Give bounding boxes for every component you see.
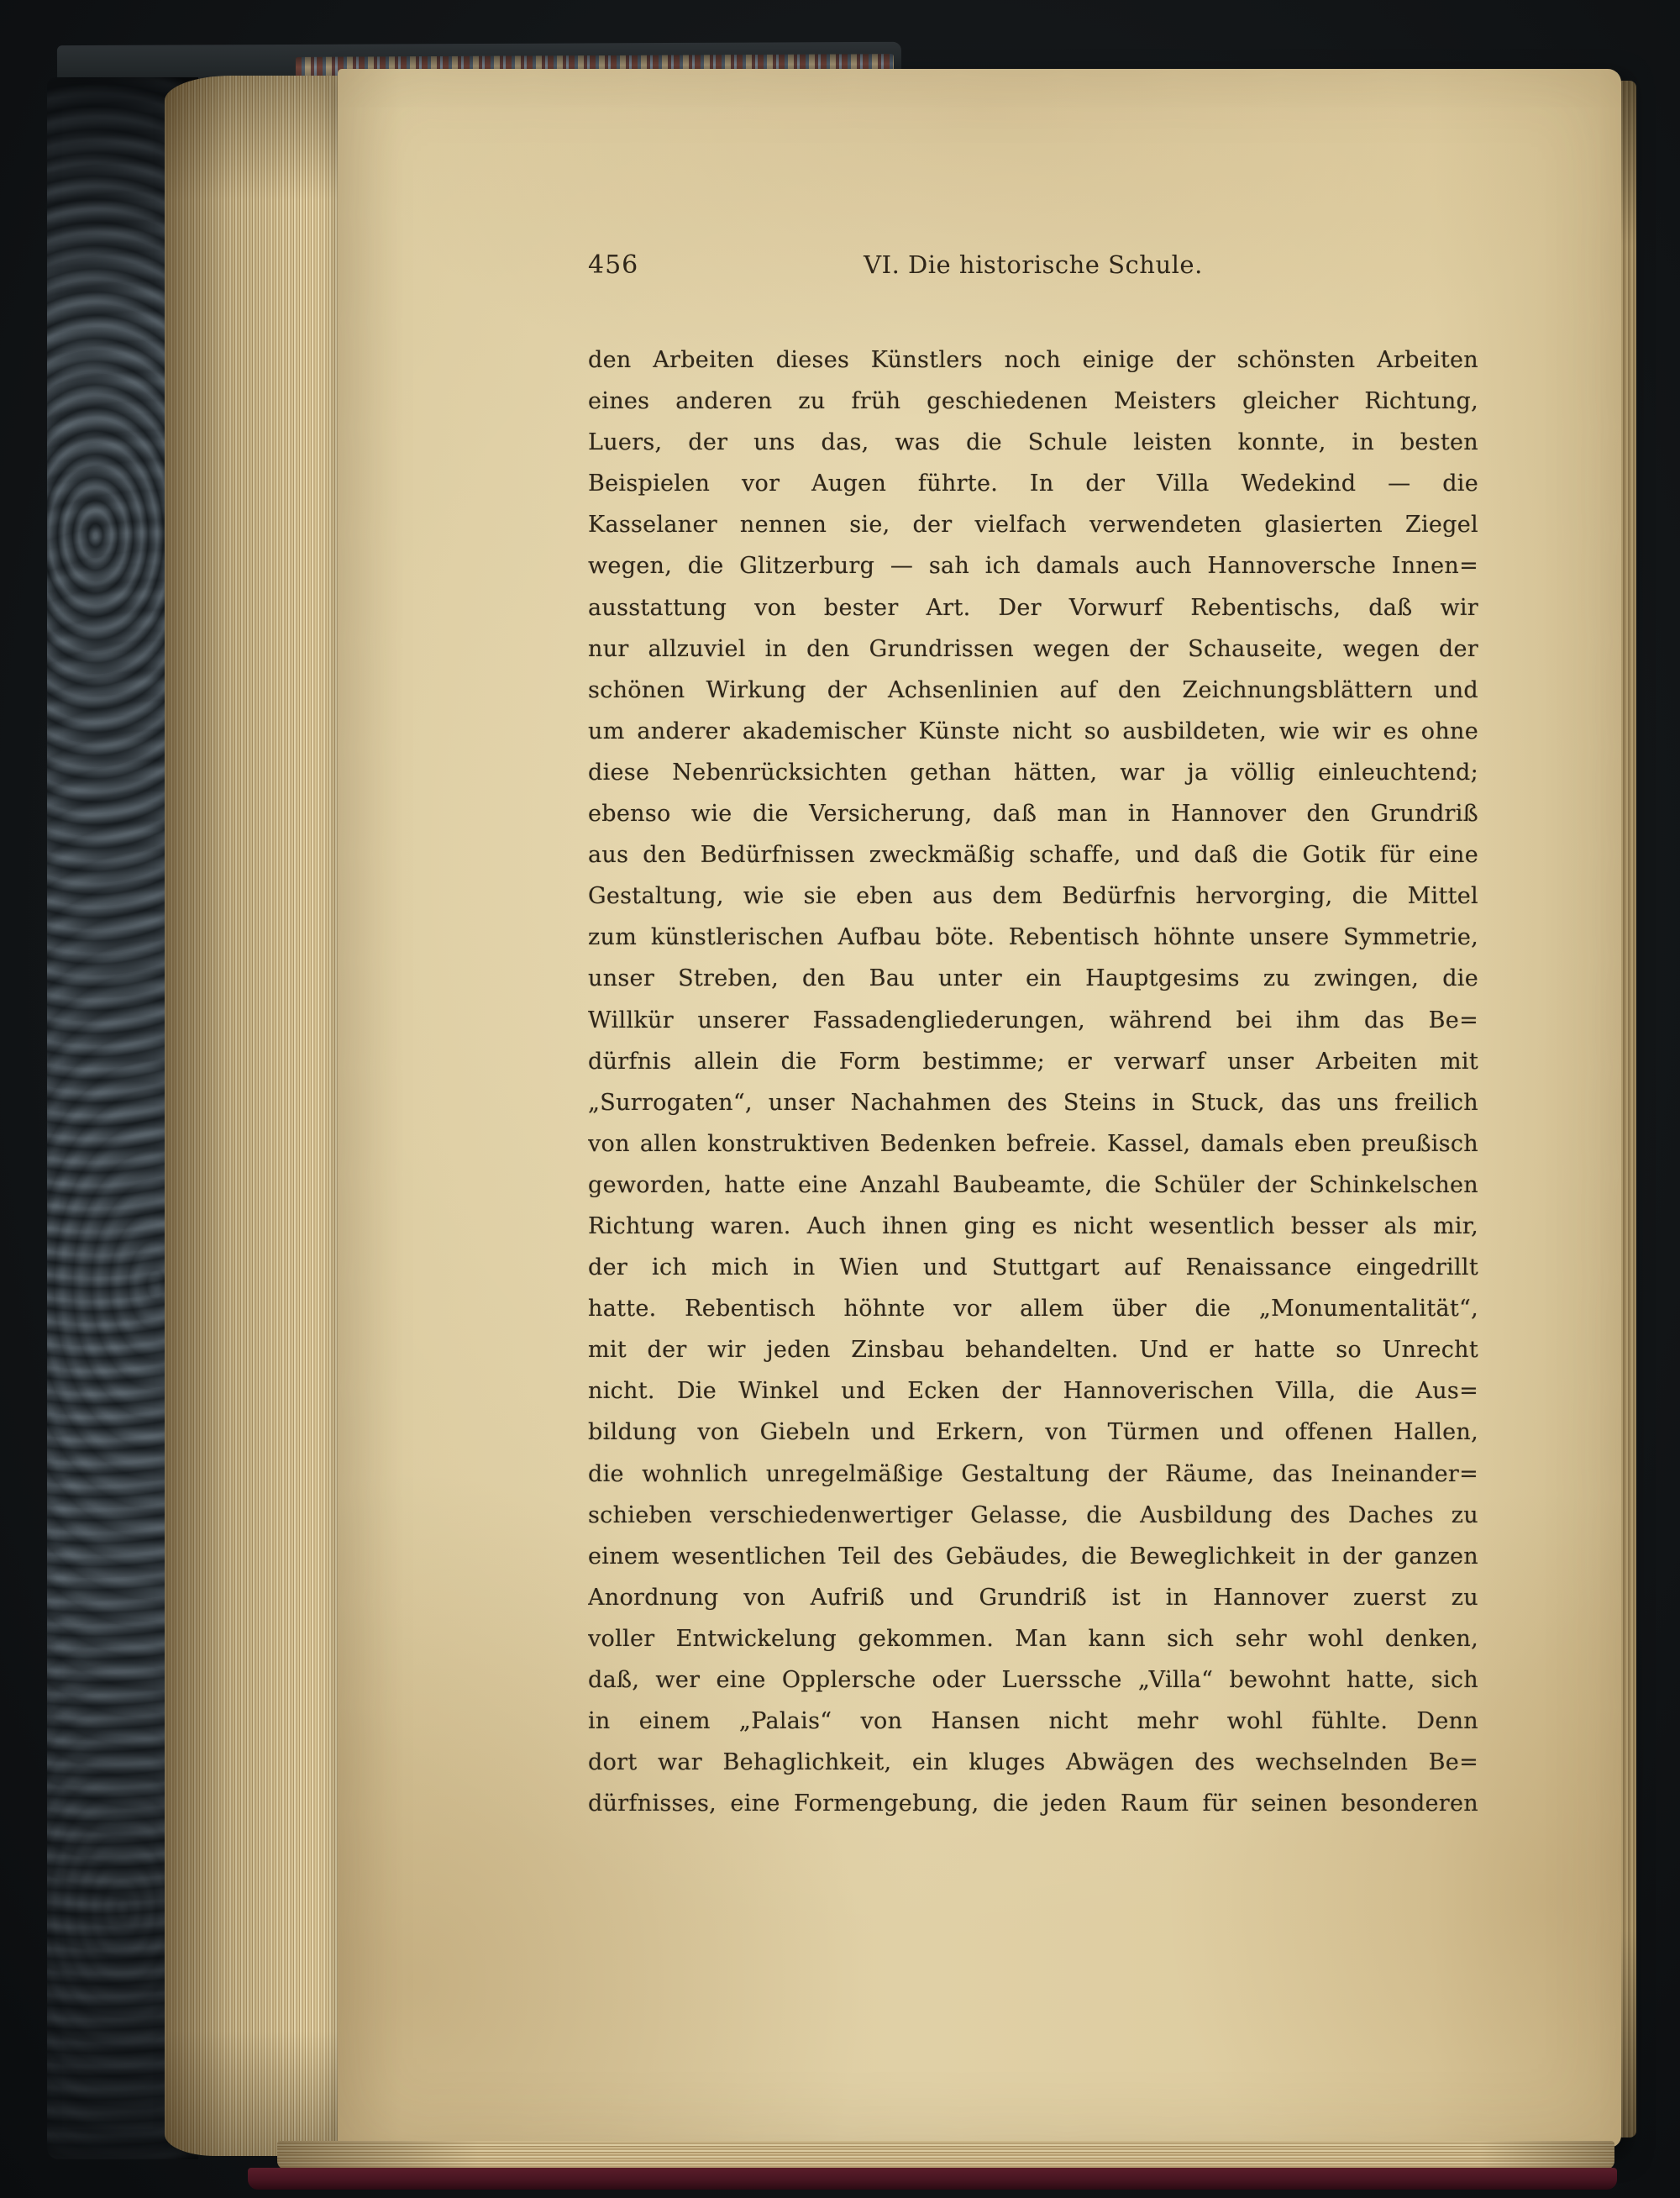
book-cover-bottom-edge xyxy=(248,2168,1617,2190)
text-line: Beispielen vor Augen führte. In der Villa Wedekind — die xyxy=(588,471,1478,497)
page-edge-stack-left xyxy=(165,76,343,2156)
text-line: aus den Bedürfnissen zweckmäßig schaffe, und daß die Gotik für eine xyxy=(588,842,1478,869)
text-line: ausstattung von bester Art. Der Vorwurf Rebentischs, daß wir xyxy=(588,594,1478,621)
text-line: schieben verschiedenwertiger Gelasse, die Ausbildung des Daches zu xyxy=(588,1501,1478,1528)
text-line: bildung von Giebeln und Erkern, von Türmen und offenen Hallen, xyxy=(588,1419,1478,1446)
text-line: wegen, die Glitzerburg — sah ich damals auch Hannoversche Innen= xyxy=(588,553,1478,580)
running-title: VI. Die historische Schule. xyxy=(864,250,1203,279)
text-line: Anordnung von Aufriß und Grundriß ist in Hannover zuerst zu xyxy=(588,1584,1478,1611)
body-text xyxy=(588,339,1478,1824)
text-line: die wohnlich unregelmäßige Gestaltung der Räume, das Ineinander= xyxy=(588,1460,1478,1487)
text-line: dürfnis allein die Form bestimme; er verwarf unser Arbeiten mit xyxy=(588,1048,1478,1075)
text-line: der ich mich in Wien und Stuttgart auf Renaissance eingedrillt xyxy=(588,1254,1478,1281)
text-line: schönen Wirkung der Achsenlinien auf den Zeichnungsblättern und xyxy=(588,676,1478,703)
text-line: Richtung waren. Auch ihnen ging es nicht wesentlich besser als mir, xyxy=(588,1212,1478,1239)
text-line: eines anderen zu früh geschiedenen Meisters gleicher Richtung, xyxy=(588,388,1478,415)
text-line: Kasselaner nennen sie, der vielfach verwendeten glasierten Ziegel xyxy=(588,512,1478,539)
text-line: um anderer akademischer Künste nicht so ausbildeten, wie wir es ohne xyxy=(588,718,1478,744)
text-line: Luers, der uns das, was die Schule leisten konnte, in besten xyxy=(588,429,1478,456)
text-line: unser Streben, den Bau unter ein Hauptgesims zu zwingen, die xyxy=(588,965,1478,992)
text-line: geworden, hatte eine Anzahl Baubeamte, die Schüler der Schinkelschen xyxy=(588,1171,1478,1198)
text-line: den Arbeiten dieses Künstlers noch einige der schönsten Arbeiten xyxy=(588,347,1478,373)
text-line: voller Entwickelung gekommen. Man kann sich sehr wohl denken, xyxy=(588,1625,1478,1652)
text-line: „Surrogaten“, unser Nachahmen des Steins in Stuck, das uns freilich xyxy=(588,1089,1478,1116)
text-line: nur allzuviel in den Grundrissen wegen der Schauseite, wegen der xyxy=(588,635,1478,662)
text-line: dort war Behaglichkeit, ein kluges Abwägen des wechselnden Be= xyxy=(588,1749,1478,1776)
text-line: ebenso wie die Versicherung, daß man in Hannover den Grundriß xyxy=(588,801,1478,828)
text-line: Gestaltung, wie sie eben aus dem Bedürfnis hervorging, die Mittel xyxy=(588,883,1478,910)
text-line: in einem „Palais“ von Hansen nicht mehr wohl fühlte. Denn xyxy=(588,1708,1478,1735)
text-line: daß, wer eine Opplersche oder Luerssche „Villa“ bewohnt hatte, sich xyxy=(588,1667,1478,1693)
text-line: einem wesentlichen Teil des Gebäudes, die Beweglichkeit in der ganzen xyxy=(588,1543,1478,1570)
page-header xyxy=(588,250,1478,287)
book-page xyxy=(338,69,1621,2148)
page-edge-stack-right xyxy=(1621,81,1636,2138)
text-line: zum künstlerischen Aufbau böte. Rebentisch höhnte unsere Symmetrie, xyxy=(588,924,1478,951)
text-line: mit der wir jeden Zinsbau behandelten. Und er hatte so Unrecht xyxy=(588,1337,1478,1364)
text-line: diese Nebenrücksichten gethan hätten, war ja völlig einleuchtend; xyxy=(588,759,1478,786)
text-line: Willkür unserer Fassadengliederungen, während bei ihm das Be= xyxy=(588,1007,1478,1033)
text-line: hatte. Rebentisch höhnte vor allem über die „Monumentalität“, xyxy=(588,1296,1478,1322)
text-line: nicht. Die Winkel und Ecken der Hannoverischen Villa, die Aus= xyxy=(588,1378,1478,1405)
text-line: dürfnisses, eine Formengebung, die jeden Raum für seinen besonderen xyxy=(588,1790,1478,1817)
page-number: 456 xyxy=(588,250,639,280)
text-line: von allen konstruktiven Bedenken befreie. Kassel, damals eben preußisch xyxy=(588,1130,1478,1157)
page-edge-stack-bottom xyxy=(277,2141,1614,2169)
